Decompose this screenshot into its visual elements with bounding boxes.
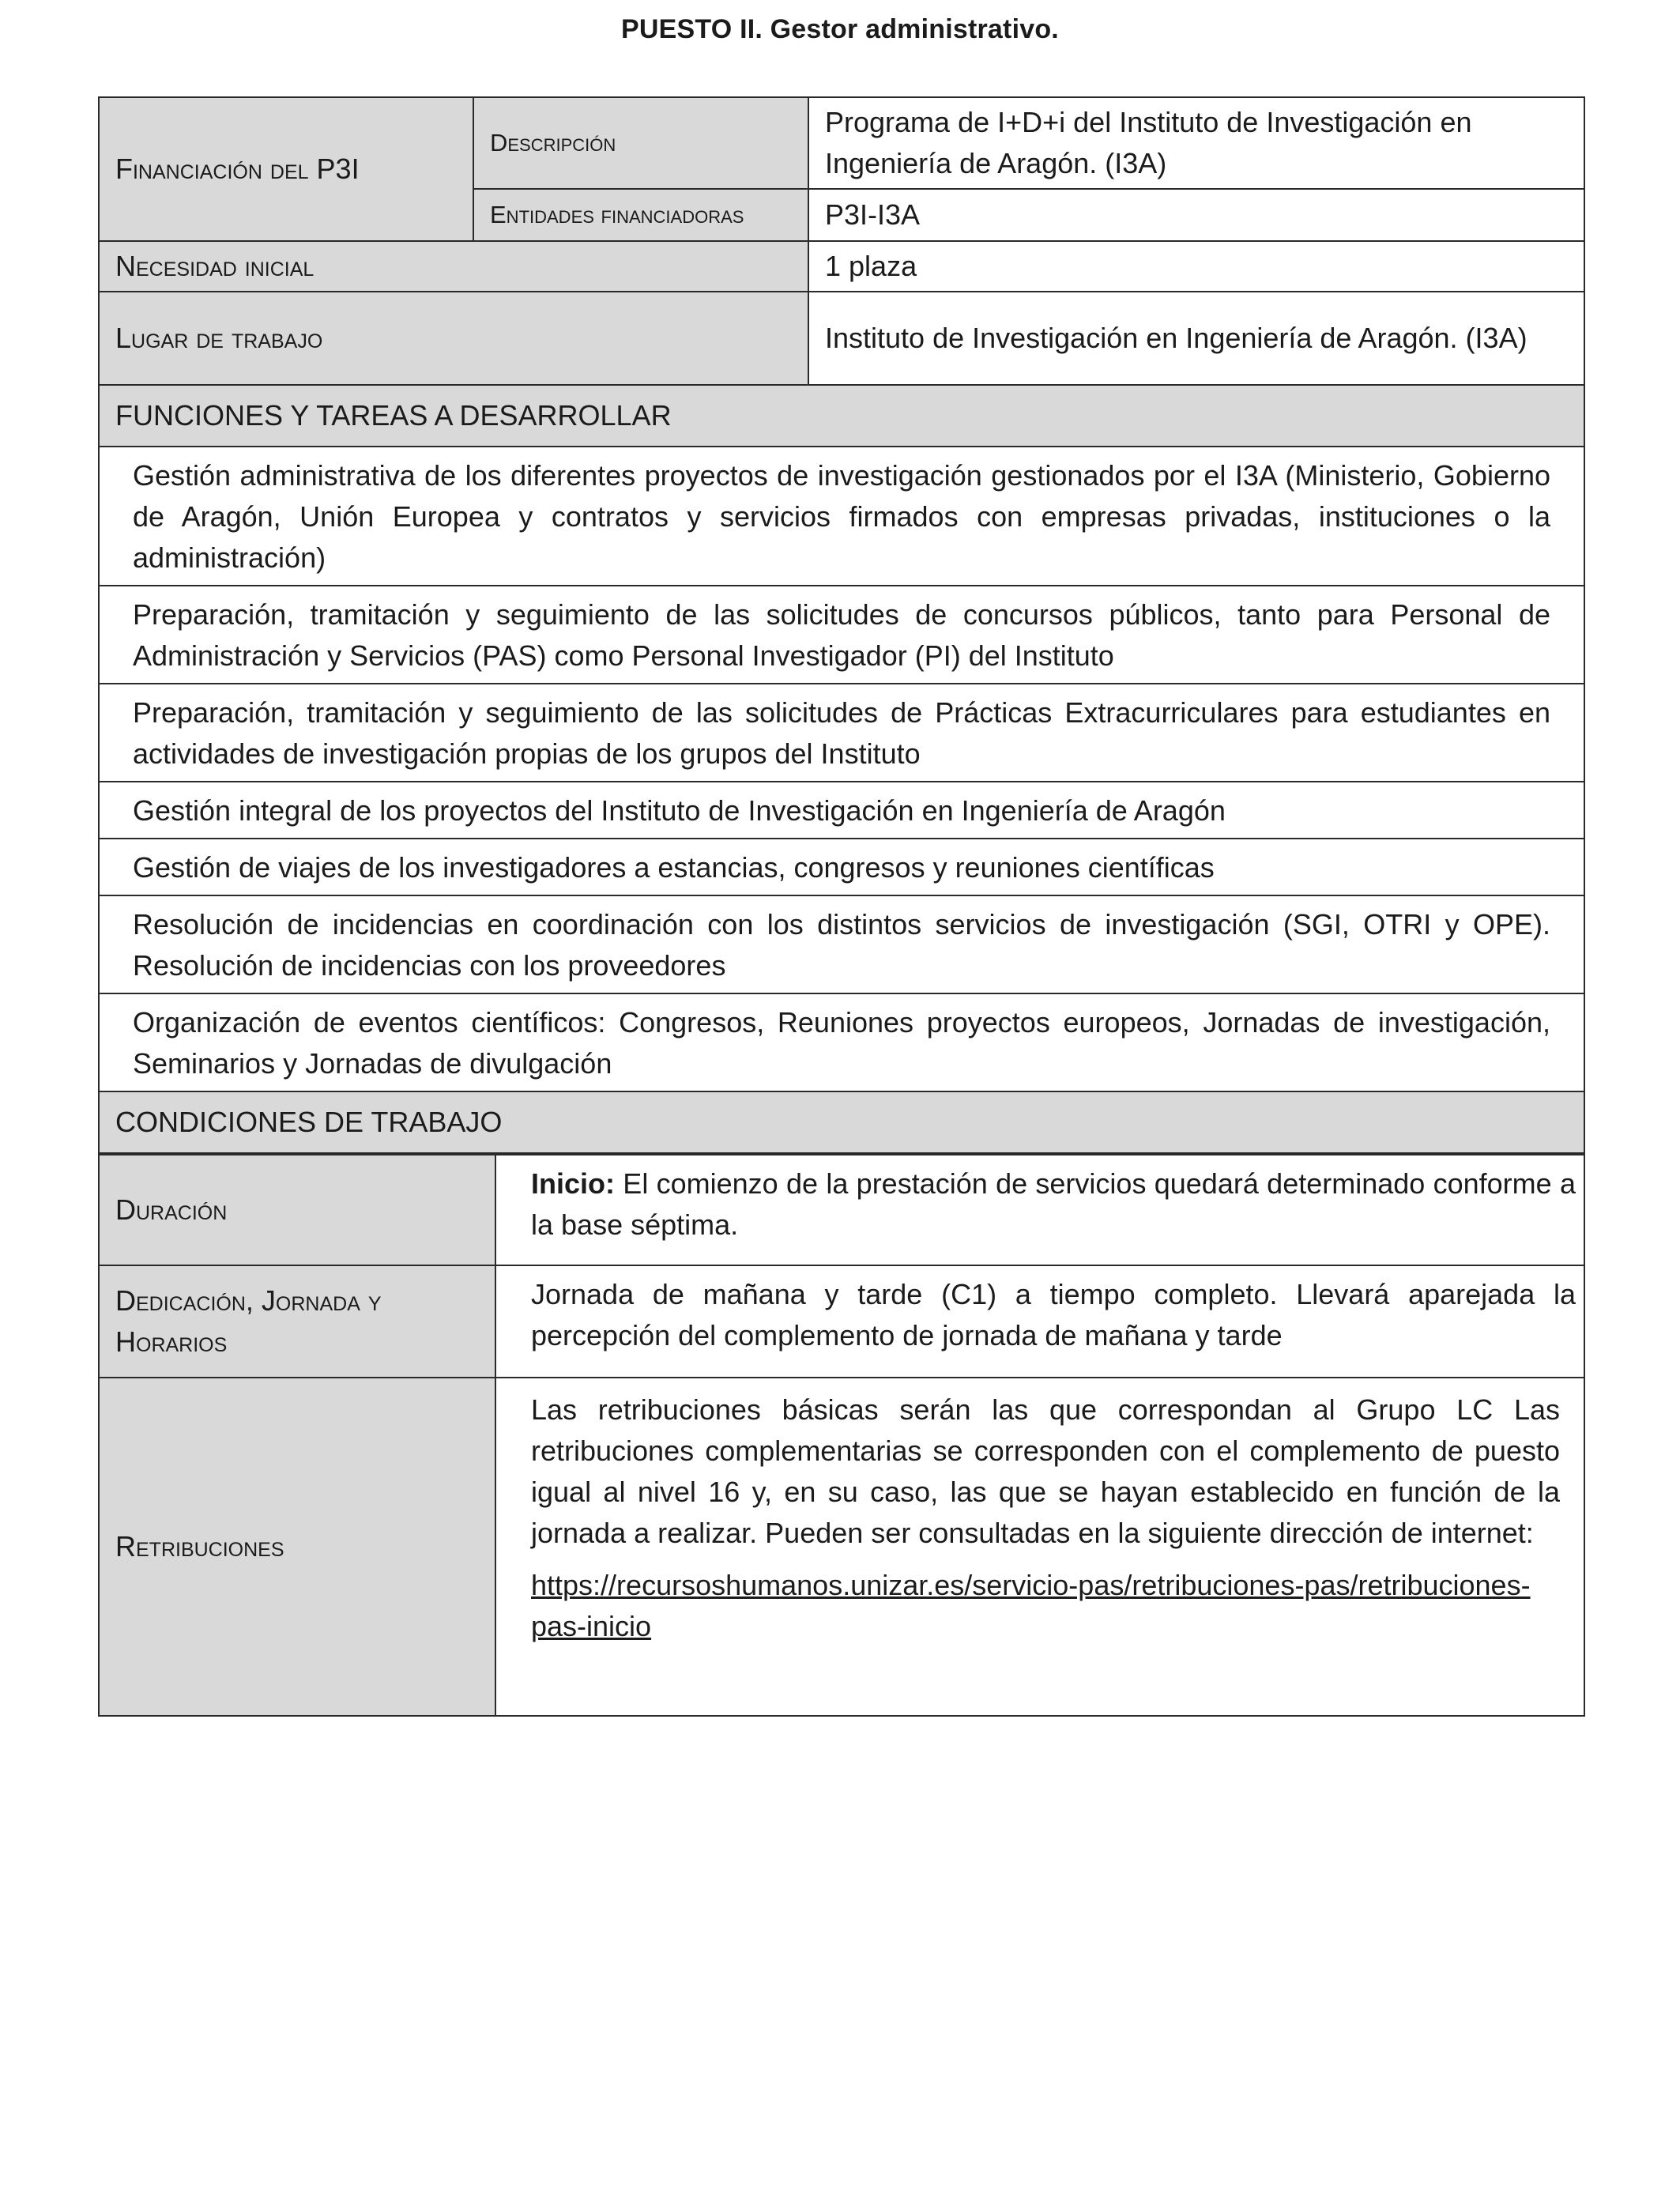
- entities-label: Entidades financiadoras: [474, 190, 809, 242]
- salary-link[interactable]: https://recursoshumanos.unizar.es/servicio-pas/retribuciones-pas/retribuciones-pas-inicio: [531, 1569, 1531, 1642]
- duration-text: El comienzo de la prestación de servicios quedará determinado conforme a la base séptima.: [531, 1167, 1576, 1241]
- salary-text: Las retribuciones básicas serán las que correspondan al Grupo LC Las retribuciones complementarias se corresponden con el complemento de puesto igual al nivel 16 y, en su caso, las que se hayan establecido en función de la jornada a realizar. Pueden ser consultadas en la siguiente dirección de internet:: [531, 1393, 1560, 1549]
- task-item: Gestión de viajes de los investigadores a estancias, congresos y reuniones científicas: [100, 839, 1584, 896]
- task-item: Organización de eventos científicos: Congresos, Reuniones proyectos europeos, Jornadas de investigación, Seminarios y Jornadas de divulgación: [100, 994, 1584, 1092]
- description-value: Programa de I+D+i del Instituto de Investigación en Ingeniería de Aragón. (I3A): [809, 98, 1584, 190]
- need-label: Necesidad inicial: [100, 242, 809, 292]
- job-table: [98, 96, 1585, 1717]
- duration-bold: Inicio:: [531, 1167, 615, 1200]
- salary-value: [496, 1378, 1584, 1717]
- description-label: Descripción: [474, 98, 809, 190]
- task-item: Preparación, tramitación y seguimiento de las solicitudes de Prácticas Extracurriculares para estudiantes en actividades de investigación propias de los grupos del Instituto: [100, 684, 1584, 782]
- page-title: PUESTO II. Gestor administrativo.: [621, 14, 1059, 44]
- workplace-label: Lugar de trabajo: [100, 292, 809, 386]
- functions-section: [98, 386, 1585, 1155]
- conditions-heading: CONDICIONES DE TRABAJO: [100, 1092, 1584, 1154]
- duration-label: Duración: [100, 1155, 496, 1266]
- need-value: 1 plaza: [809, 242, 1584, 292]
- task-item: Gestión integral de los proyectos del Instituto de Investigación en Ingeniería de Aragón: [100, 782, 1584, 839]
- dedication-value: Jornada de mañana y tarde (C1) a tiempo completo. Llevará aparejada la percepción del complemento de jornada de mañana y tarde: [496, 1266, 1584, 1378]
- financing-section: [98, 96, 1585, 242]
- task-item: Preparación, tramitación y seguimiento de las solicitudes de concursos públicos, tanto para Personal de Administración y Servicios (PAS) como Personal Investigador (PI) del Instituto: [100, 586, 1584, 684]
- dedication-label: Dedicación, Jornada y Horarios: [100, 1266, 496, 1378]
- need-section: [98, 242, 1585, 386]
- conditions-section: [98, 1155, 1585, 1717]
- workplace-value: Instituto de Investigación en Ingeniería de Aragón. (I3A): [809, 292, 1584, 386]
- task-item: Resolución de incidencias en coordinación con los distintos servicios de investigación (SGI, OTRI y OPE). Resolución de incidencias con los proveedores: [100, 896, 1584, 994]
- financing-label: Financiación del P3I: [100, 98, 474, 242]
- entities-value: P3I-I3A: [809, 190, 1584, 242]
- task-item: Gestión administrativa de los diferentes proyectos de investigación gestionados por el I3A (Ministerio, Gobierno de Aragón, Unión Europea y contratos y servicios firmados con empresas privadas, instituciones o la administración): [100, 447, 1584, 586]
- functions-heading: FUNCIONES Y TAREAS A DESARROLLAR: [100, 386, 1584, 447]
- duration-value: [496, 1155, 1584, 1266]
- salary-label: Retribuciones: [100, 1378, 496, 1717]
